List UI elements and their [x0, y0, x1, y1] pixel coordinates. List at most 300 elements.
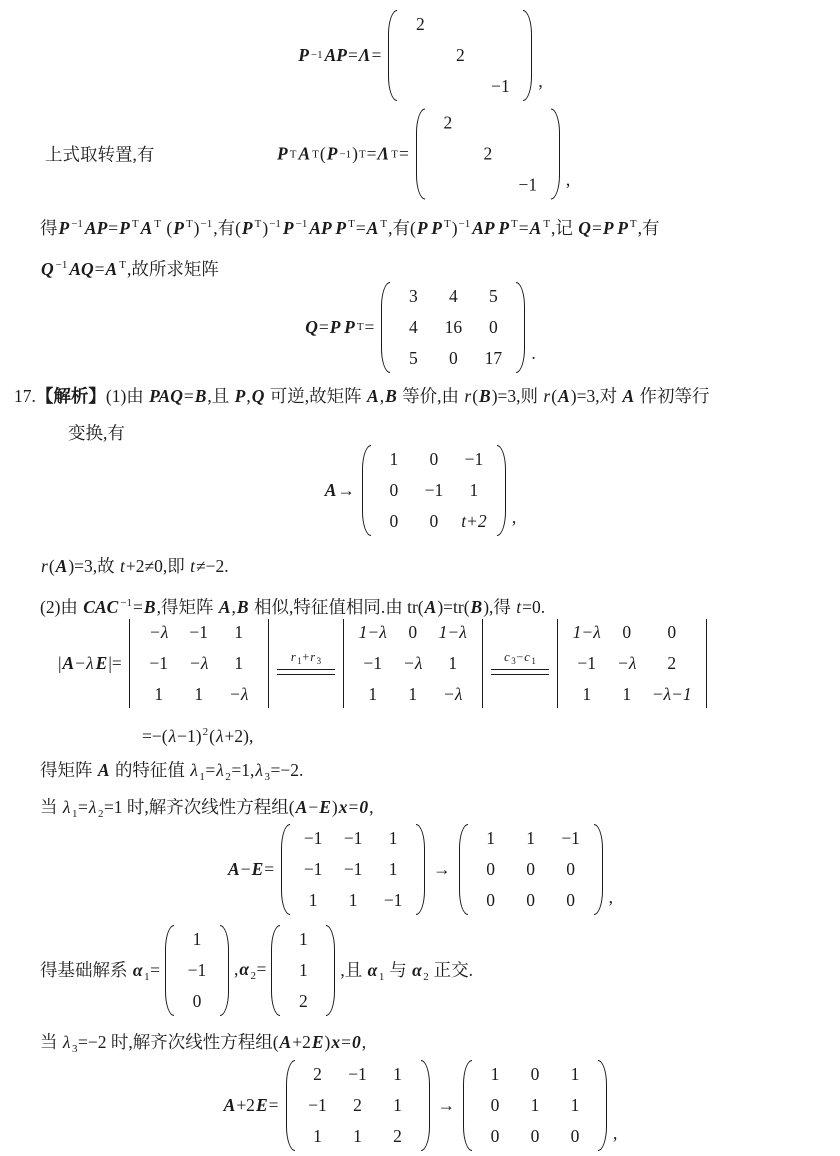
arrow-right: → — [433, 858, 451, 879]
text-segment: ) — [193, 218, 200, 238]
matrix-cell: −1 — [561, 827, 580, 848]
text-segment: ,有( — [213, 218, 241, 238]
text-segment: B — [194, 386, 207, 406]
matrix-cell: 1−λ — [572, 621, 601, 642]
text-segment: 的特征值 — [110, 760, 190, 780]
text-segment: − — [308, 797, 319, 817]
text-segment: AP P — [309, 218, 347, 238]
matrix-cell: 0 — [408, 621, 418, 642]
text-segment: λ — [255, 760, 263, 780]
matrix-cell: −λ — [617, 652, 637, 673]
matrix-cell — [468, 170, 508, 201]
equation-lhs — [276, 144, 409, 165]
a-plus-2e-reduced-matrix — [463, 1059, 607, 1152]
paragraph-basis-vectors — [40, 922, 473, 1018]
matrix-cell: 5 — [489, 285, 498, 306]
matrix-cell: 1 — [313, 1125, 322, 1146]
text-segment: 可逆,故矩阵 — [265, 386, 367, 406]
matrix-cell: 1 — [582, 683, 592, 704]
matrix-cell: −1 — [149, 652, 169, 673]
text-segment: 3 — [264, 771, 270, 783]
matrix-cell: 1 — [490, 1063, 500, 1084]
text-segment: +2), — [224, 726, 254, 746]
matrix-cell — [440, 71, 480, 102]
equation-determinant-result — [142, 714, 253, 755]
matrix-cell: 1 — [469, 479, 479, 500]
text-segment: r — [41, 556, 48, 576]
matrix-cell: 1 — [234, 621, 244, 642]
row-operation-label — [290, 651, 322, 667]
equation-diagonalization — [0, 8, 840, 102]
text-segment: , — [246, 386, 251, 406]
matrix-grid — [400, 9, 520, 102]
text-segment: −1 — [55, 259, 68, 271]
matrix-cell: 0 — [490, 1094, 500, 1115]
arrow-right: → — [437, 1094, 455, 1115]
text-segment: ,且 — [340, 960, 367, 980]
text-segment: A — [223, 1094, 236, 1115]
paragraph-problem-17 — [14, 378, 710, 452]
matrix-cell — [480, 40, 520, 71]
matrix-cell — [400, 40, 440, 71]
matrix-cell — [400, 71, 440, 102]
text-segment: 3 — [316, 655, 322, 666]
equation-lhs — [297, 45, 381, 66]
text-segment: = — [77, 797, 88, 817]
reduced-matrix — [362, 444, 506, 537]
matrix-cell: 2 — [353, 1094, 362, 1115]
text-segment: )=3,对 — [570, 386, 622, 406]
matrix-cell: 0 — [530, 1063, 540, 1084]
matrix-grid — [393, 281, 513, 374]
matrix-cell — [428, 170, 468, 201]
text-segment: ) — [451, 218, 458, 238]
matrix-cell: 1 — [408, 683, 418, 704]
text-segment: = — [518, 218, 529, 238]
text-segment: E — [251, 858, 264, 879]
text-segment: T — [254, 218, 262, 230]
text-segment: P — [277, 143, 288, 164]
matrix-cell: 1 — [192, 928, 202, 949]
equation-tail: , — [538, 71, 543, 91]
text-segment: 得矩阵 — [40, 760, 97, 780]
equation-row-reduction — [0, 442, 840, 538]
text-segment: T — [131, 218, 139, 230]
text-segment: = — [108, 218, 119, 238]
vector-alpha1 — [165, 924, 229, 1017]
text-segment: (1)由 — [105, 386, 149, 406]
matrix-cell — [480, 9, 520, 40]
text-segment: = — [264, 858, 275, 879]
q-matrix — [381, 281, 525, 374]
text-segment: 3 — [511, 655, 516, 666]
text-segment: AP P — [472, 218, 510, 238]
text-segment: −1 — [295, 218, 308, 230]
text-segment: P — [119, 218, 130, 238]
matrix-cell: −1 — [187, 959, 207, 980]
text-segment: 相似,特征值相同.由 tr( — [249, 597, 424, 617]
matrix-cell: 1 — [368, 683, 378, 704]
text-segment: P — [58, 218, 70, 238]
text-segment: r — [290, 649, 296, 664]
equation-tail: . — [531, 343, 536, 363]
text-segment: 与 — [384, 960, 412, 980]
matrix-cell: 2 — [483, 143, 493, 164]
text-segment: = — [268, 1094, 279, 1115]
text-segment: t — [120, 556, 125, 576]
matrix-cell: 0 — [526, 889, 535, 910]
equation-a-minus-e — [0, 820, 840, 918]
text-segment: Λ — [358, 44, 371, 65]
text-segment: −1 — [120, 597, 133, 609]
matrix-cell: 2 — [667, 652, 677, 673]
text-segment: = — [348, 797, 359, 817]
matrix-cell: −1 — [308, 1094, 327, 1115]
text-segment: x — [331, 1032, 341, 1052]
matrix-cell: 0 — [486, 889, 495, 910]
text-segment: 当 — [40, 1032, 62, 1052]
equation-tail: , — [608, 887, 613, 907]
matrix-cell: −λ — [149, 621, 169, 642]
text-segment: 17. — [14, 386, 36, 406]
text-segment: A — [324, 479, 337, 500]
text-segment: λ — [168, 726, 177, 746]
column-operation-label — [503, 651, 536, 667]
text-segment: A — [558, 386, 570, 406]
text-segment: −1 — [200, 218, 213, 230]
matrix-grid — [298, 1059, 418, 1152]
text-segment: Λ — [377, 143, 390, 164]
text-segment: 得 — [40, 218, 58, 238]
matrix-cell: 2 — [456, 44, 465, 65]
paragraph-rank — [40, 548, 229, 585]
matrix-cell: 2 — [393, 1125, 402, 1146]
determinant-2 — [343, 617, 483, 710]
matrix-cell: 1 — [570, 1094, 580, 1115]
text-segment: T — [154, 218, 162, 230]
text-segment: → — [337, 479, 355, 500]
text-segment: A — [62, 652, 75, 673]
equation-tail: , — [613, 1123, 618, 1143]
text-segment: λ — [62, 797, 71, 817]
text-segment: P — [326, 143, 338, 164]
equation-lhs — [58, 653, 122, 674]
text-segment: ) — [331, 797, 338, 817]
text-segment: = — [366, 143, 377, 164]
matrix-cell: 0 — [566, 858, 575, 879]
text-segment: E — [311, 1032, 324, 1052]
matrix-cell: 0 — [490, 1125, 500, 1146]
matrix-grid — [471, 823, 591, 916]
text-segment: +2 — [236, 1094, 255, 1115]
matrix-cell: 1 — [393, 1063, 402, 1084]
column-operation — [491, 651, 549, 675]
text-segment: = — [398, 143, 409, 164]
text-segment: α — [367, 960, 378, 980]
basis-text-post — [340, 957, 473, 983]
text-segment: t — [516, 597, 522, 617]
text-segment: λ — [86, 652, 94, 673]
text-segment: x — [338, 797, 348, 817]
text-segment: )=3,故 — [68, 556, 120, 576]
text-segment: = — [133, 597, 143, 617]
equation-lhs — [227, 859, 274, 880]
text-segment: A — [97, 760, 110, 780]
text-segment: T — [358, 148, 366, 160]
equation-lhs — [304, 317, 374, 338]
a-minus-e-matrix — [281, 823, 425, 916]
matrix-cell: −1 — [464, 448, 484, 469]
matrix-cell: −1 — [343, 827, 363, 848]
text-segment: P — [298, 44, 309, 65]
matrix-cell: 1 — [388, 827, 398, 848]
text-segment: P — [234, 386, 246, 406]
text-segment: A — [228, 858, 240, 879]
text-segment: + — [302, 649, 310, 664]
matrix-cell: 1 — [622, 683, 632, 704]
paragraph-line — [14, 378, 710, 415]
matrix-cell: 1 — [299, 928, 308, 949]
matrix-cell — [508, 108, 548, 139]
text-segment: = — [183, 386, 194, 406]
matrix-cell: 0 — [389, 479, 399, 500]
text-segment: 【解析】 — [35, 386, 106, 406]
text-segment: P P — [602, 218, 628, 238]
matrix-cell: 0 — [530, 1125, 540, 1146]
matrix-cell: 1 — [526, 827, 535, 848]
text-segment: A — [55, 556, 68, 576]
text-segment: A — [298, 143, 311, 164]
text-segment: | — [58, 652, 62, 673]
matrix-cell — [428, 139, 468, 170]
text-segment: E — [255, 1094, 268, 1115]
text-segment: , — [231, 597, 236, 617]
transpose-line — [0, 106, 840, 202]
equation-transpose — [276, 108, 570, 201]
matrix-grid — [177, 924, 217, 1017]
row-operation — [277, 651, 335, 675]
matrix-cell: 16 — [444, 316, 463, 337]
matrix-cell: −λ — [229, 683, 249, 704]
matrix-grid — [374, 444, 494, 537]
text-segment: A — [366, 218, 379, 238]
text-segment: = — [355, 218, 366, 238]
text-segment: = — [94, 259, 105, 279]
text-segment: r — [310, 649, 316, 664]
text-segment: c — [524, 649, 530, 664]
matrix-cell: 1 — [154, 683, 164, 704]
text-segment: r — [464, 386, 472, 406]
text-segment: α — [132, 960, 143, 980]
text-segment: − — [75, 652, 86, 673]
matrix-cell: −1 — [363, 652, 383, 673]
matrix-cell: 1 — [194, 683, 204, 704]
text-segment: ) — [352, 143, 358, 164]
text-segment: ≠−2. — [196, 556, 229, 576]
text-segment: 2 — [202, 726, 209, 738]
matrix-cell: −1 — [343, 858, 363, 879]
text-segment: T — [511, 218, 518, 230]
text-segment: )=tr( — [437, 597, 470, 617]
text-segment: =0. — [522, 597, 546, 617]
text-segment: T — [348, 218, 355, 230]
matrix-cell: 17 — [484, 347, 503, 368]
text-segment: 2 — [423, 971, 429, 983]
text-segment: T — [356, 321, 364, 333]
matrix-cell: −1 — [424, 479, 444, 500]
text-segment: )=3,则 — [491, 386, 543, 406]
matrix-cell: 0 — [622, 621, 632, 642]
text-segment: 1 — [71, 808, 78, 820]
matrix-cell: 1 — [234, 652, 244, 673]
text-segment: A — [140, 218, 153, 238]
text-segment: = — [341, 1032, 351, 1052]
matrix-grid — [353, 617, 473, 710]
matrix-cell: 0 — [526, 858, 535, 879]
matrix-cell: −λ — [443, 683, 463, 704]
text-segment: λ — [190, 760, 198, 780]
equation-a-plus-2e — [0, 1056, 840, 1154]
text-segment: c — [504, 649, 510, 664]
vector-alpha2 — [271, 924, 335, 1017]
matrix-cell: −λ — [189, 652, 209, 673]
matrix-grid — [475, 1059, 595, 1152]
text-segment: AP — [84, 218, 108, 238]
text-segment: ( — [209, 726, 215, 746]
text-segment: 得基础解系 — [40, 960, 132, 980]
matrix-cell: 0 — [566, 889, 575, 910]
text-segment: 2 — [97, 808, 104, 820]
text-segment: B — [470, 597, 483, 617]
text-segment: 当 — [40, 797, 62, 817]
text-segment: ) — [324, 1032, 331, 1052]
matrix-cell: 0 — [192, 990, 202, 1011]
text-segment: B — [236, 597, 249, 617]
text-segment: =−2 时,解齐次线性方程组( — [77, 1032, 279, 1052]
matrix-cell: 1 — [388, 858, 398, 879]
text-segment: ),得 — [483, 597, 516, 617]
paragraph-derivation — [40, 206, 660, 288]
determinant-3 — [557, 617, 707, 710]
transpose-label: 上式取转置,有 — [45, 144, 155, 165]
text-segment: T — [380, 218, 388, 230]
matrix-cell: 1 — [486, 827, 495, 848]
text-segment: ( — [551, 386, 558, 406]
text-segment: T — [543, 218, 551, 230]
text-segment: 作初等行 — [635, 386, 710, 406]
a-plus-2e-matrix — [286, 1059, 430, 1152]
text-segment: 1 — [531, 655, 536, 666]
text-segment: = — [364, 316, 375, 337]
equation-determinant — [58, 614, 712, 712]
text-segment: λ — [62, 1032, 71, 1052]
text-segment: 变换,有 — [68, 423, 125, 443]
text-segment: E — [95, 652, 108, 673]
text-segment: 1 — [297, 655, 302, 666]
matrix-cell — [508, 139, 548, 170]
a-minus-e-reduced-matrix — [459, 823, 603, 916]
text-segment: ) — [262, 218, 269, 238]
matrix-cell: −λ−1 — [651, 683, 692, 704]
text-segment: |= — [108, 652, 122, 673]
text-segment: ( — [48, 556, 55, 576]
matrix-cell: 1 — [570, 1063, 580, 1084]
text-segment: = — [371, 44, 382, 65]
basis-text-pre — [40, 957, 160, 983]
text-segment: ,有( — [388, 218, 416, 238]
text-segment: = — [205, 760, 216, 780]
text-segment: P — [282, 218, 294, 238]
text-segment: 1 — [144, 971, 150, 983]
matrix-cell: −1 — [518, 174, 538, 195]
text-segment: A — [424, 597, 437, 617]
text-segment: P P — [416, 218, 442, 238]
matrix-grid — [283, 924, 323, 1017]
equation-q-matrix — [0, 280, 840, 374]
text-segment: t — [190, 556, 196, 576]
matrix-cell: 0 — [429, 448, 439, 469]
text-segment: 2 — [250, 969, 256, 982]
text-segment: 3 — [71, 1043, 78, 1055]
text-segment: Q — [41, 259, 54, 279]
text-segment: 2 — [225, 771, 231, 783]
matrix-cell: 2 — [416, 13, 425, 34]
text-segment: P P — [329, 316, 355, 337]
matrix-cell: 2 — [443, 112, 453, 133]
matrix-cell: 0 — [389, 510, 399, 531]
text-segment: α — [239, 958, 249, 979]
text-segment: P — [241, 218, 253, 238]
text-segment: ( — [162, 218, 173, 238]
text-segment: α — [412, 960, 422, 980]
text-segment: Q — [251, 386, 265, 406]
text-segment: +2 — [292, 1032, 311, 1052]
matrix-cell: 0 — [570, 1125, 580, 1146]
matrix-cell: −λ — [403, 652, 423, 673]
text-segment: A — [529, 218, 542, 238]
matrix-grid — [428, 108, 548, 201]
text-segment: A — [295, 797, 308, 817]
text-segment: −1 — [269, 218, 281, 230]
text-segment: −1 — [71, 218, 83, 230]
text-segment: − — [240, 858, 251, 879]
text-segment: A — [218, 597, 231, 617]
text-segment: A — [105, 259, 118, 279]
text-segment: 1 — [199, 771, 205, 783]
text-segment: T — [443, 218, 451, 230]
text-segment: ,有 — [637, 218, 660, 238]
matrix-cell: 2 — [299, 990, 308, 1011]
text-segment: −1 — [339, 148, 352, 160]
matrix-cell: 0 — [667, 621, 677, 642]
matrix-cell: −1 — [348, 1063, 367, 1084]
matrix-cell — [468, 108, 508, 139]
text-segment: +2≠0,即 — [125, 556, 190, 576]
matrix-cell: −1 — [303, 858, 323, 879]
matrix-grid — [567, 617, 697, 710]
text-segment: T — [289, 148, 297, 160]
text-segment: = — [150, 960, 160, 980]
text-segment: B — [479, 386, 491, 406]
text-segment: A — [279, 1032, 292, 1052]
text-segment: = — [318, 316, 329, 337]
matrix-cell: t+2 — [461, 510, 487, 531]
text-segment: = — [347, 44, 358, 65]
text-segment: =−2. — [270, 760, 304, 780]
matrix-cell — [440, 9, 480, 40]
matrix-cell: 1 — [448, 652, 458, 673]
text-segment: , — [369, 797, 374, 817]
